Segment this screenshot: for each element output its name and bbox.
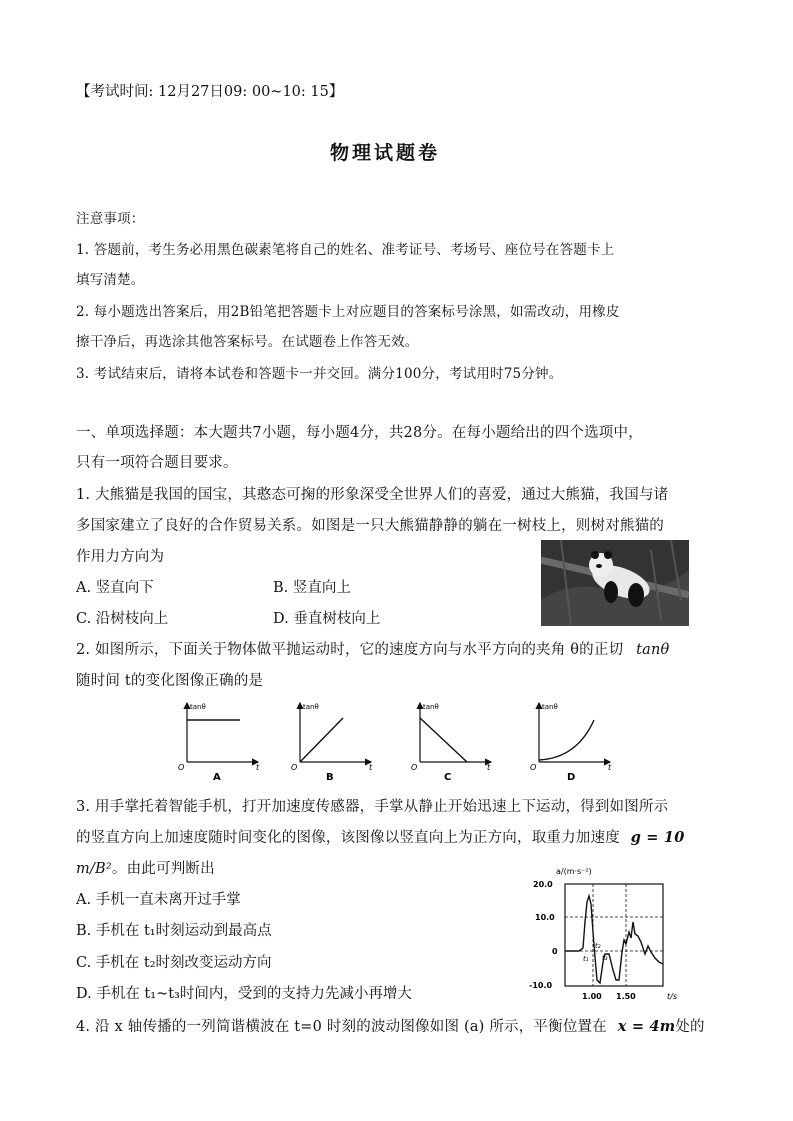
section-heading: 一、单项选择题：本大题共7小题，每小题4分，共28分。在每小题给出的四个选项中， bbox=[76, 425, 643, 441]
q2-line-1-text: 2. 如图所示，下面关于物体做平抛运动时，它的速度方向与水平方向的夹角 θ的正切 bbox=[76, 642, 624, 658]
q2-graph-d-origin: O bbox=[530, 763, 537, 772]
q3-line-3 bbox=[76, 857, 215, 878]
q2-graph-c-origin: O bbox=[411, 763, 418, 772]
q1-option-b: B. 竖直向上 bbox=[273, 580, 351, 596]
q3-y-tick-10: 10.0 bbox=[535, 913, 555, 922]
q3-graph-xlabel: t/s bbox=[667, 992, 677, 1001]
section-heading-cont: 只有一项符合题目要求。 bbox=[76, 455, 238, 471]
q3-t1-label: t₁ bbox=[583, 955, 589, 963]
notice-item-3: 3. 考试结束后，请将本试卷和答题卡一并交回。满分100分，考试用时75分钟。 bbox=[76, 366, 563, 382]
q2-graph-a-label: A bbox=[213, 772, 221, 783]
q2-line-2: 随时间 t的变化图像正确的是 bbox=[76, 673, 264, 689]
q2-graph-c bbox=[411, 703, 491, 783]
q3-option-b: B. 手机在 t₁时刻运动到最高点 bbox=[76, 923, 272, 939]
q3-line-1: 3. 用手掌托着智能手机，打开加速度传感器，手掌从静止开始迅速上下运动，得到如图所示 bbox=[76, 799, 669, 815]
q2-graph-a-ylabel: tanθ bbox=[190, 703, 206, 711]
q2-graph-c-label: C bbox=[444, 772, 452, 783]
notice-item-2: 2. 每小题选出答案后，用2B铅笔把答题卡上对应题目的答案标号涂黑，如需改动，用橡皮 bbox=[76, 304, 620, 320]
q2-tan-theta: tanθ bbox=[636, 642, 670, 658]
q2-graph-d-xlabel: t bbox=[608, 763, 612, 772]
q3-t3-label: t₃ bbox=[602, 954, 608, 962]
q3-option-c: C. 手机在 t₂时刻改变运动方向 bbox=[76, 955, 272, 971]
q3-line-2 bbox=[76, 826, 684, 847]
q3-t2-label: t₂ bbox=[595, 942, 601, 950]
q4-line-1-end: 处的 bbox=[675, 1019, 705, 1035]
q1-option-a: A. 竖直向下 bbox=[76, 580, 154, 596]
q4-x-value: x = 4m bbox=[617, 1018, 676, 1035]
q2-graph-a-xlabel: t bbox=[256, 763, 260, 772]
q3-y-tick-0: 0 bbox=[552, 947, 558, 956]
q2-graphs bbox=[170, 700, 630, 790]
q2-graph-c-ylabel: tanθ bbox=[423, 703, 439, 711]
q1-line-2: 多国家建立了良好的合作贸易关系。如图是一只大熊猫静静的躺在一树枝上，则树对熊猫的 bbox=[76, 518, 664, 534]
q2-graph-a-origin: O bbox=[178, 763, 185, 772]
q3-line-2-text: 的竖直方向上加速度随时间变化的图像，该图像以竖直向上为正方向，取重力加速度 bbox=[76, 830, 620, 846]
q3-g-value: g = 10 bbox=[630, 829, 685, 846]
q2-graph-d bbox=[530, 703, 612, 783]
notice-item-1: 1. 答题前，考生务必用黑色碳素笔将自己的姓名、准考证号、考场号、座位号在答题卡上 bbox=[76, 242, 615, 258]
q4-line-1-text: 4. 沿 x 轴传播的一列简谐横波在 t=0 时刻的波动图像如图 (a) 所示，平衡位置在 bbox=[76, 1019, 607, 1035]
page-title: 物理试题卷 bbox=[330, 142, 441, 164]
notice-heading: 注意事项： bbox=[76, 211, 145, 227]
q3-y-tick-20: 20.0 bbox=[533, 880, 553, 889]
q2-graph-b bbox=[291, 703, 373, 783]
notice-item-1-cont: 填写清楚。 bbox=[76, 272, 145, 288]
q2-graph-b-label: B bbox=[326, 772, 334, 783]
q3-x-tick-1: 1.00 bbox=[582, 992, 602, 1001]
q2-graph-b-xlabel: t bbox=[369, 763, 373, 772]
notice-item-2-cont: 擦干净后，再选涂其他答案标号。在试题卷上作答无效。 bbox=[76, 334, 419, 350]
q2-graph-c-xlabel: t bbox=[487, 763, 491, 772]
q1-line-1: 1. 大熊猫是我国的国宝，其憨态可掬的形象深受全世界人们的喜爱，通过大熊猫，我国与诸 bbox=[76, 487, 669, 503]
q3-graph-ylabel: a/(m·s⁻²) bbox=[556, 867, 592, 876]
q2-graph-b-ylabel: tanθ bbox=[303, 703, 319, 711]
q3-x-tick-15: 1.50 bbox=[616, 992, 636, 1001]
q2-graph-a bbox=[178, 703, 260, 783]
q3-option-d: D. 手机在 t₁~t₃时间内，受到的支持力先减小再增大 bbox=[76, 986, 412, 1002]
q4-line-1 bbox=[76, 1015, 705, 1036]
q1-option-c: C. 沿树枝向上 bbox=[76, 611, 169, 627]
exam-time: 【考试时间: 12月27日09: 00~10: 15】 bbox=[76, 84, 344, 100]
q3-y-tick-neg10: -10.0 bbox=[529, 981, 553, 990]
q2-graph-d-ylabel: tanθ bbox=[542, 703, 558, 711]
q3-unit: m/B² bbox=[76, 861, 112, 877]
q3-option-a: A. 手机一直未离开过手掌 bbox=[76, 892, 241, 908]
panda-photo bbox=[541, 540, 689, 626]
q2-graph-d-label: D bbox=[567, 772, 576, 783]
q1-option-d: D. 垂直树枝向上 bbox=[273, 611, 381, 627]
q1-line-3: 作用力方向为 bbox=[76, 549, 165, 565]
q3-acceleration-graph bbox=[525, 862, 700, 1007]
q3-line-3-text: 。由此可判断出 bbox=[111, 861, 215, 877]
q2-graph-b-origin: O bbox=[291, 763, 298, 772]
q2-line-1 bbox=[76, 638, 669, 659]
